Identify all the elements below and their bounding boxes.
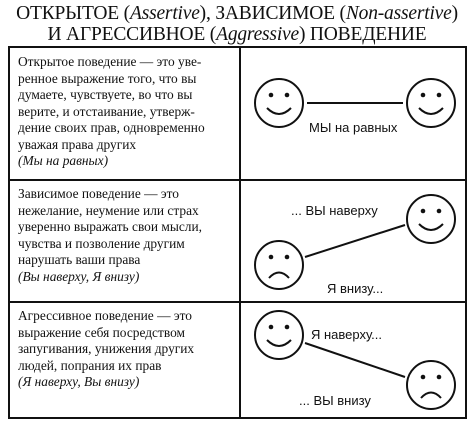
- assertive-summary: (Мы на равных): [18, 153, 109, 168]
- smiling-face-icon: [255, 79, 303, 127]
- page-title: [0, 3, 474, 45]
- title-line-2: И АГРЕССИВНОЕ (Aggressive) ПОВЕДЕНИЕ: [47, 24, 427, 45]
- sad-face-icon: [407, 361, 455, 409]
- smiling-face-icon: [255, 311, 303, 359]
- sad-face-icon: [255, 241, 303, 289]
- you-below-label: ... ВЫ внизу: [299, 393, 371, 408]
- me-below-label: Я внизу...: [327, 281, 384, 296]
- hierarchy-connector: [305, 343, 405, 377]
- hierarchy-connector: [305, 225, 405, 257]
- assertive-diagram: [241, 48, 467, 179]
- aggressive-diagram: [241, 303, 467, 417]
- assertive-description: Открытое поведение — это уве- ренное выражение того, что вы думаете, чувствуете, во что вы верите, и отстаивание, утверж- дение своих прав, одновременно уважая права других (Мы на равных): [18, 54, 233, 170]
- you-above-label: ... ВЫ наверху: [291, 203, 378, 218]
- aggressive-summary: (Я наверху, Вы внизу): [18, 374, 140, 389]
- equal-label: МЫ на равных: [309, 120, 398, 135]
- aggressive-description: Агрессивное поведение — это выражение себя посредством запугивания, унижения других людей, попрания их прав (Я наверху, Вы внизу): [18, 308, 233, 391]
- me-above-label: Я наверху...: [311, 327, 383, 342]
- non-assertive-summary: (Вы наверху, Я внизу): [18, 268, 140, 284]
- smiling-face-icon: [407, 79, 455, 127]
- title-line-1: ОТКРЫТОЕ (Assertive), ЗАВИСИМОЕ (Non-assertive): [16, 3, 458, 24]
- behavior-table: [8, 46, 467, 419]
- non-assertive-diagram: [241, 181, 467, 301]
- smiling-face-icon: [407, 195, 455, 243]
- non-assertive-description: Зависимое поведение — это нежелание, неумение или страх уверенно выражать свои мысли, чувства и позволение другим нарушать ваши права (Вы наверху, Я внизу): [18, 186, 233, 285]
